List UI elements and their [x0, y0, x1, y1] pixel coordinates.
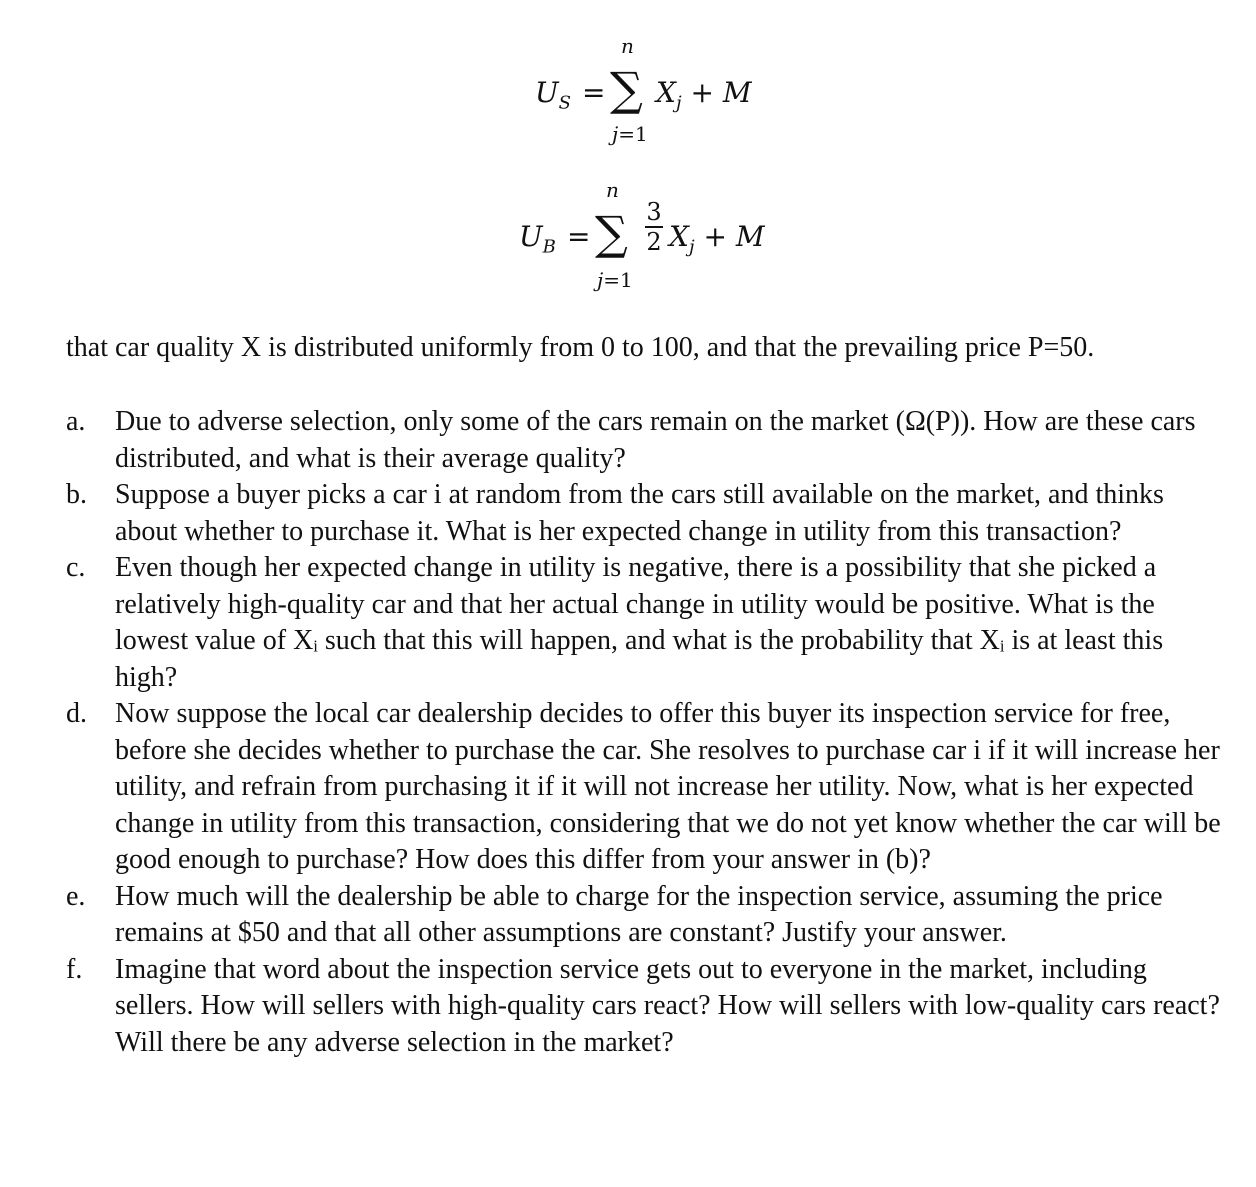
question-text: Even though her expected change in utility is negative, there is a possibility that she picked a relatively high-quality car and that her actual change in utility would be positive. What is the lowest value of Xᵢ such that this will happen, and what is the probability that Xᵢ is at least this high? [115, 552, 1164, 693]
question-e [66, 879, 1226, 952]
sum-lower-limit: j=1 [597, 268, 633, 292]
question-letter: a. [66, 406, 86, 437]
question-text: How much will the dealership be able to charge for the inspection service, assuming the price remains at $50 and that all other assumptions are constant? Justify your answer. [115, 880, 1163, 948]
intro-paragraph: that car quality X is distributed uniformly from 0 to 100, and that the prevailing price P=50. [66, 332, 1095, 363]
sum-lower-limit: j=1 [612, 122, 648, 146]
question-a [66, 404, 1226, 477]
question-text: Suppose a buyer picks a car i at random from the cars still available on the market, and thinks about whether to purchase it. What is her expected change in utility from this transaction? [115, 479, 1164, 547]
equals-sign: = [567, 220, 591, 253]
question-letter: d. [66, 698, 87, 729]
question-text: Due to adverse selection, only some of the cars remain on the market (Ω(P)). How are these cars distributed, and what is their average quality? [115, 406, 1196, 474]
question-b [66, 477, 1226, 550]
sum-upper-limit: n [621, 34, 634, 58]
question-text: Imagine that word about the inspection service gets out to everyone in the market, including sellers. How will sellers with high-quality cars react? How will sellers with low-quality cars react? Will there be any adverse selection in the market? [115, 953, 1220, 1058]
question-d [66, 696, 1226, 879]
question-list [66, 404, 1226, 1061]
question-letter: f. [66, 953, 83, 985]
three-halves-fraction: 3 2 [646, 198, 662, 256]
seller-utility-equation [0, 30, 1256, 170]
question-letter: e. [66, 880, 86, 912]
question-c [66, 550, 1226, 696]
buyer-sum-term: $X_j + M$ [669, 220, 765, 258]
seller-sum-term: $X_j + M$ [656, 76, 752, 114]
seller-utility-symbol: $U_S$ [535, 76, 571, 114]
sum-upper-limit: n [606, 178, 619, 202]
question-letter: c. [66, 552, 86, 583]
buyer-utility-equation [0, 176, 1256, 316]
question-letter: b. [66, 479, 87, 510]
summation-sign: ∑ [610, 62, 643, 116]
equals-sign: = [582, 76, 606, 109]
buyer-utility-symbol: $U_B$ [519, 220, 556, 258]
question-text: Now suppose the local car dealership decides to offer this buyer its inspection service for free, before she decides whether to purchase the car. She resolves to purchase car i if it will increase her utility, and refrain from purchasing it if it will not increase her utility. Now, what is her expected change in utility from this transaction, considering that we do not yet know whether the car will be good enough to purchase? How does this differ from your answer in (b)? [115, 698, 1221, 875]
summation-sign: ∑ [595, 206, 628, 260]
question-f [66, 952, 1226, 1062]
